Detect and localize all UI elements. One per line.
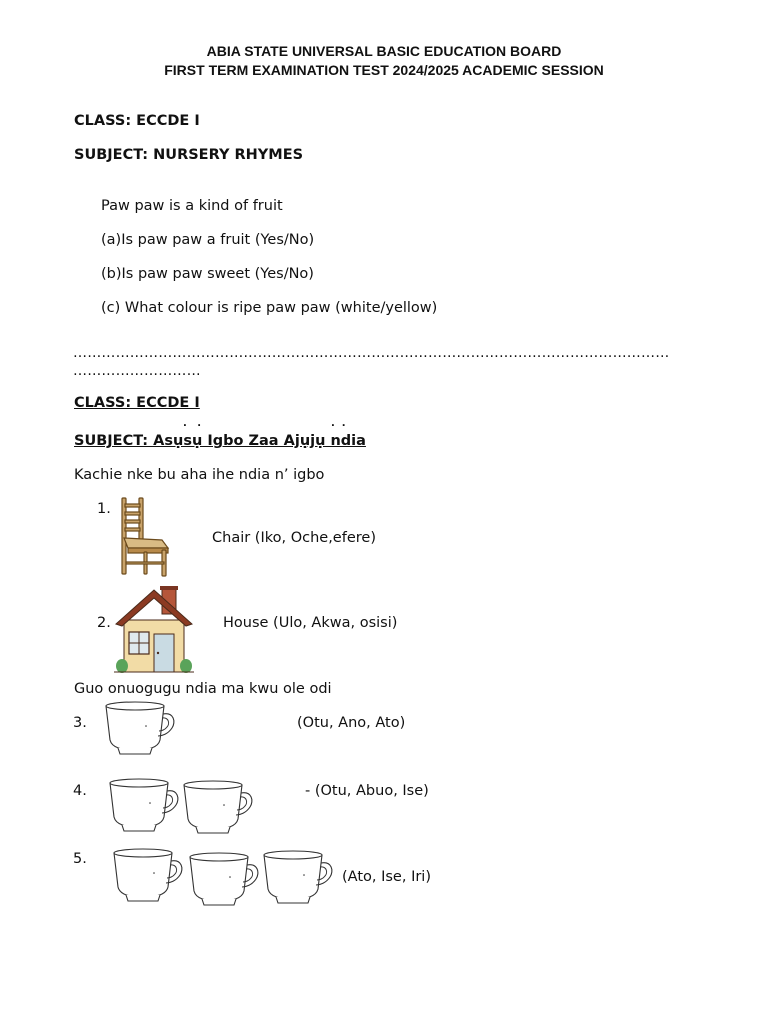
exam-header-session: FIRST TERM EXAMINATION TEST 2024/2025 ACADEMIC SESSION [164,62,604,78]
subject-label: SUBJECT: NURSERY RHYMES [74,147,304,163]
item-number: 2. [97,615,111,631]
question-a [101,232,314,248]
cup-icon [106,777,182,835]
class-label-2: CLASS: ECCDE I [74,395,200,411]
question-text: Is paw paw a fruit (Yes/No) [121,232,315,248]
question-text: What colour is ripe paw paw (white/yellow) [124,300,438,316]
cup-icon [186,851,262,909]
chair-icon [118,494,174,580]
item-number: 5. [73,851,87,867]
item-number: 3. [73,715,87,731]
house-icon [114,586,194,678]
question-marker: (c) [101,300,121,316]
count-options: (Otu, Ano, Ato) [297,715,406,731]
cup-icon [110,847,186,905]
cup-icon [180,779,256,837]
tone-dots: . . [183,418,202,429]
subject-label-2: SUBJECT: Asụsụ Igbo Zaa Ajụjụ ndia [74,433,366,449]
instruction-name-items: Kachie nke bu aha ihe ndia n’ igbo [74,467,325,483]
question-marker: (b) [101,266,122,282]
item-text-chair: Chair (Iko, Oche,efere) [212,530,376,546]
cup-icon [102,700,178,758]
separator-dots-line1: ……………………………………………………………………………………………………………… [73,345,670,361]
question-text: Is paw paw sweet (Yes/No) [121,266,314,282]
separator-dots-line2: ……………………… [73,363,201,379]
question-c [101,300,437,316]
count-options: (Ato, Ise, Iri) [342,869,431,885]
exam-header-board: ABIA STATE UNIVERSAL BASIC EDUCATION BOARD [206,43,562,59]
question-marker: (a) [101,232,122,248]
cup-icon [260,849,336,907]
instruction-count-items: Guo onuogugu ndia ma kwu ole odi [74,681,332,697]
item-text-house: House (Ulo, Akwa, osisi) [223,615,398,631]
count-options: - (Otu, Abuo, Ise) [305,783,429,799]
question-intro: Paw paw is a kind of fruit [101,198,283,214]
tone-dots: . . [331,418,346,429]
item-number: 1. [97,501,111,517]
class-label: CLASS: ECCDE I [74,113,200,129]
question-b [101,266,314,282]
item-number: 4. [73,783,87,799]
